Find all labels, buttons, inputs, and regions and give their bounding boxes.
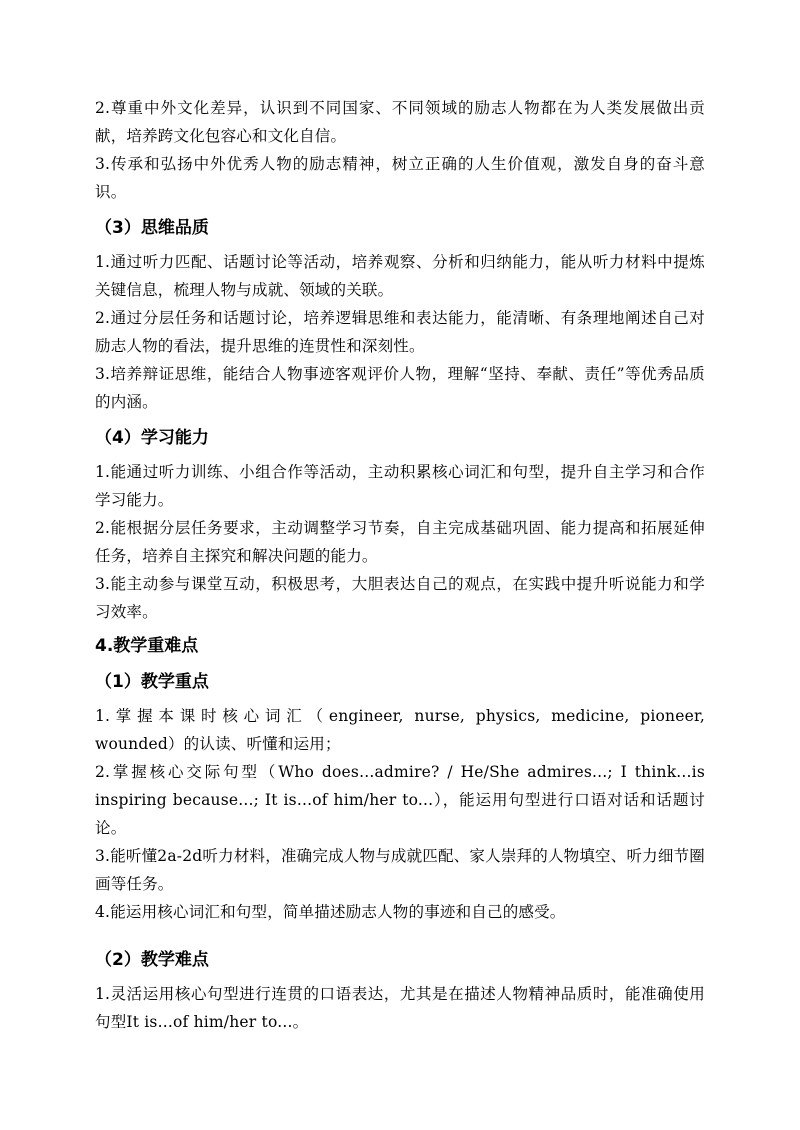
section-heading-learning-ability: （4）学习能力 (95, 428, 209, 448)
section-heading-thinking-quality: （3）思维品质 (95, 218, 209, 238)
list-item: 2.掌握核心交际句型（Who does...admire? / He/She admires...; I think...is inspiring because...; It is...of him/her to...），能运用句型进行口语对话和话题讨论。 (95, 763, 705, 837)
list-item: 3.能主动参与课堂互动，积极思考，大胆表达自己的观点，在实践中提升听说能力和学习效率。 (95, 575, 705, 621)
paragraph-culture-respect: 2.尊重中外文化差异，认识到不同国家、不同领域的励志人物都在为人类发展做出贡献，培养跨文化包容心和文化自信。 (95, 99, 705, 145)
spacer (95, 926, 705, 938)
section-heading-difficult-points: （2）教学难点 (95, 950, 209, 970)
list-item: 3.培养辩证思维，能结合人物事迹客观评价人物，理解“坚持、奉献、责任”等优秀品质的内涵。 (95, 365, 705, 411)
list-item: 1.灵活运用核心句型进行连贯的口语表达，尤其是在描述人物精神品质时，能准确使用句型It is...of him/her to...。 (95, 985, 705, 1031)
document-body (95, 94, 705, 1036)
list-item: 2.通过分层任务和话题讨论，培养逻辑思维和表达能力，能清晰、有条理地阐述自己对励志人物的看法，提升思维的连贯性和深刻性。 (95, 309, 705, 355)
list-item: 4.能运用核心词汇和句型，简单描述励志人物的事迹和自己的感受。 (95, 903, 566, 921)
paragraph-inspiration-spirit: 3.传承和弘扬中外优秀人物的励志精神，树立正确的人生价值观，激发自身的奋斗意识。 (95, 155, 705, 201)
list-item: 1.能通过听力训练、小组合作等活动，主动积累核心词汇和句型，提升自主学习和合作学习能力。 (95, 463, 705, 509)
list-item: 3.能听懂2a-2d听力材料，准确完成人物与成就匹配、家人崇拜的人物填空、听力细节圈画等任务。 (95, 847, 705, 893)
list-item: 2.能根据分层任务要求，主动调整学习节奏，自主完成基础巩固、能力提高和拓展延伸任务，培养自主探究和解决问题的能力。 (95, 519, 705, 565)
main-heading-key-difficult-points: 4.教学重难点 (95, 636, 199, 656)
list-item: 1.掌握本课时核心词汇（engineer, nurse, physics, medicine, pioneer, wounded）的认读、听懂和运用； (95, 707, 705, 753)
section-heading-key-points: （1）教学重点 (95, 672, 209, 692)
list-item: 1.通过听力匹配、话题讨论等活动，培养观察、分析和归纳能力，能从听力材料中提炼关键信息，梳理人物与成就、领域的关联。 (95, 253, 705, 299)
